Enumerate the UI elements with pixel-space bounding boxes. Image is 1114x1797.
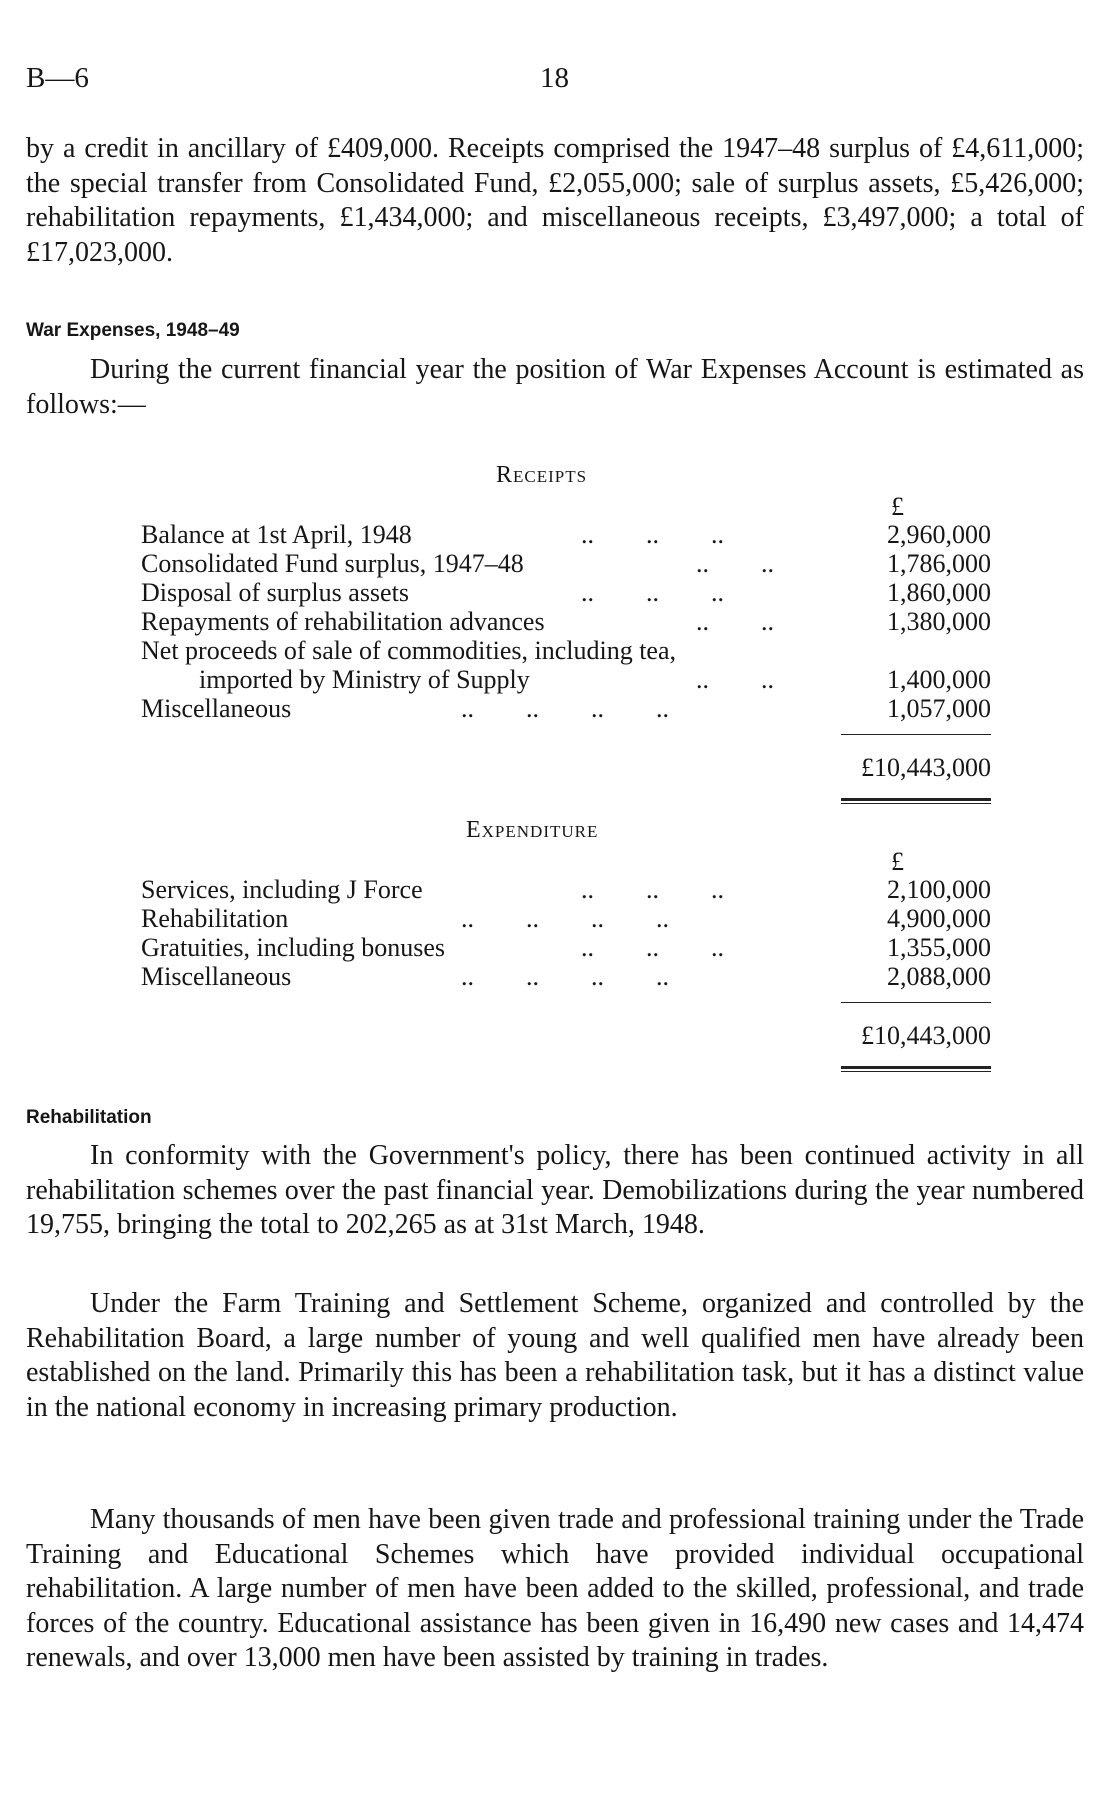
expenditure-total-row bbox=[141, 1021, 991, 1051]
receipts-row bbox=[141, 520, 991, 550]
leader-dots: .. .. .. .. bbox=[461, 694, 669, 723]
row-label: Net proceeds of sale of commodities, including tea, bbox=[141, 636, 677, 665]
row-label: Repayments of rehabilitation advances bbox=[141, 607, 545, 636]
row-amount: 2,960,000 bbox=[887, 520, 991, 549]
total-double-rule bbox=[841, 798, 991, 801]
receipts-title: Receipts bbox=[496, 462, 588, 488]
total-double-rule-lower bbox=[841, 1071, 991, 1072]
leader-dots: .. .. bbox=[696, 607, 774, 636]
expenditure-row bbox=[141, 875, 991, 905]
expenditure-total: £10,443,000 bbox=[861, 1021, 991, 1050]
rehabilitation-paragraph: Many thousands of men have been given trade and professional training under the Trade Training and Educational Schemes which have provided individual occupational rehabilitation. A large number of men have been added to the skilled, professional, and trade forces of the country. Educational assistance has been given in 16,490 new cases and 14,474 renewals, and over 13,000 men have been assisted by training in trades. bbox=[26, 1504, 1084, 1673]
row-amount: 4,900,000 bbox=[887, 904, 991, 933]
receipts-row bbox=[141, 607, 991, 637]
receipts-currency: £ bbox=[891, 492, 904, 521]
subtotal-rule bbox=[841, 1002, 991, 1003]
row-amount: 1,786,000 bbox=[887, 549, 991, 578]
row-label: imported by Ministry of Supply bbox=[199, 665, 530, 694]
rehabilitation-paragraph: Under the Farm Training and Settlement Scheme, organized and controlled by the Rehabilitation Board, a large number of young and well qualified men have already been established on the land. Primarily this has been a rehabilitation task, but it has a distinct value in the national economy in increasing primary production. bbox=[26, 1288, 1084, 1423]
leader-dots: .. .. .. bbox=[581, 520, 724, 549]
receipts-row bbox=[141, 549, 991, 579]
row-label: Miscellaneous bbox=[141, 694, 292, 723]
expenditure-row bbox=[141, 933, 991, 963]
receipts-total: £10,443,000 bbox=[861, 753, 991, 782]
document-code: B—6 bbox=[26, 62, 89, 94]
receipts-row bbox=[141, 636, 991, 666]
row-amount: 1,355,000 bbox=[887, 933, 991, 962]
intro-paragraph: by a credit in ancillary of £409,000. Receipts comprised the 1947–48 surplus of £4,611,000; the special transfer from Consolidated Fund, £2,055,000; sale of surplus assets, £5,426,000; rehabilitation repayments, £1,434,000; and miscellaneous receipts, £3,497,000; a total of £17,023,000. bbox=[26, 133, 1084, 268]
row-amount: 1,380,000 bbox=[887, 607, 991, 636]
leader-dots: .. .. .. bbox=[581, 933, 724, 962]
leader-dots: .. .. .. bbox=[581, 578, 724, 607]
war-expenses-heading: War Expenses, 1948–49 bbox=[26, 320, 240, 341]
row-label: Gratuities, including bonuses bbox=[141, 933, 446, 962]
row-label: Miscellaneous bbox=[141, 962, 292, 991]
row-amount: 1,057,000 bbox=[887, 694, 991, 723]
leader-dots: .. .. bbox=[696, 549, 774, 578]
expenditure-row bbox=[141, 904, 991, 934]
expenditure-title: Expenditure bbox=[466, 817, 599, 843]
row-label: Services, including J Force bbox=[141, 875, 423, 904]
leader-dots: .. .. .. bbox=[581, 875, 724, 904]
row-amount: 1,400,000 bbox=[887, 665, 991, 694]
expenditure-row bbox=[141, 962, 991, 992]
receipts-row bbox=[141, 578, 991, 608]
leader-dots: .. .. bbox=[696, 665, 774, 694]
war-expenses-paragraph: During the current financial year the position of War Expenses Account is estimated as follows:— bbox=[26, 354, 1084, 420]
row-amount: 2,088,000 bbox=[887, 962, 991, 991]
row-label: Rehabilitation bbox=[141, 904, 289, 933]
leader-dots: .. .. .. .. bbox=[461, 904, 669, 933]
subtotal-rule bbox=[841, 734, 991, 735]
row-label: Consolidated Fund surplus, 1947–48 bbox=[141, 549, 524, 578]
leader-dots: .. .. .. .. bbox=[461, 962, 669, 991]
row-amount: 2,100,000 bbox=[887, 875, 991, 904]
total-double-rule bbox=[841, 1066, 991, 1069]
expenditure-currency: £ bbox=[891, 847, 904, 876]
document-page bbox=[26, 0, 1084, 1797]
row-label: Disposal of surplus assets bbox=[141, 578, 409, 607]
row-label: Balance at 1st April, 1948 bbox=[141, 520, 412, 549]
total-double-rule-lower bbox=[841, 803, 991, 804]
receipts-row bbox=[141, 665, 991, 695]
receipts-row bbox=[141, 694, 991, 724]
row-amount: 1,860,000 bbox=[887, 578, 991, 607]
page-number: 18 bbox=[540, 62, 569, 94]
rehabilitation-heading: Rehabilitation bbox=[26, 1107, 152, 1128]
receipts-total-row bbox=[141, 753, 991, 783]
rehabilitation-paragraph: In conformity with the Government's policy, there has been continued activity in all rehabilitation schemes over the past financial year. Demobilizations during the year numbered 19,755, bringing the total to 202,265 as at 31st March, 1948. bbox=[26, 1140, 1084, 1240]
